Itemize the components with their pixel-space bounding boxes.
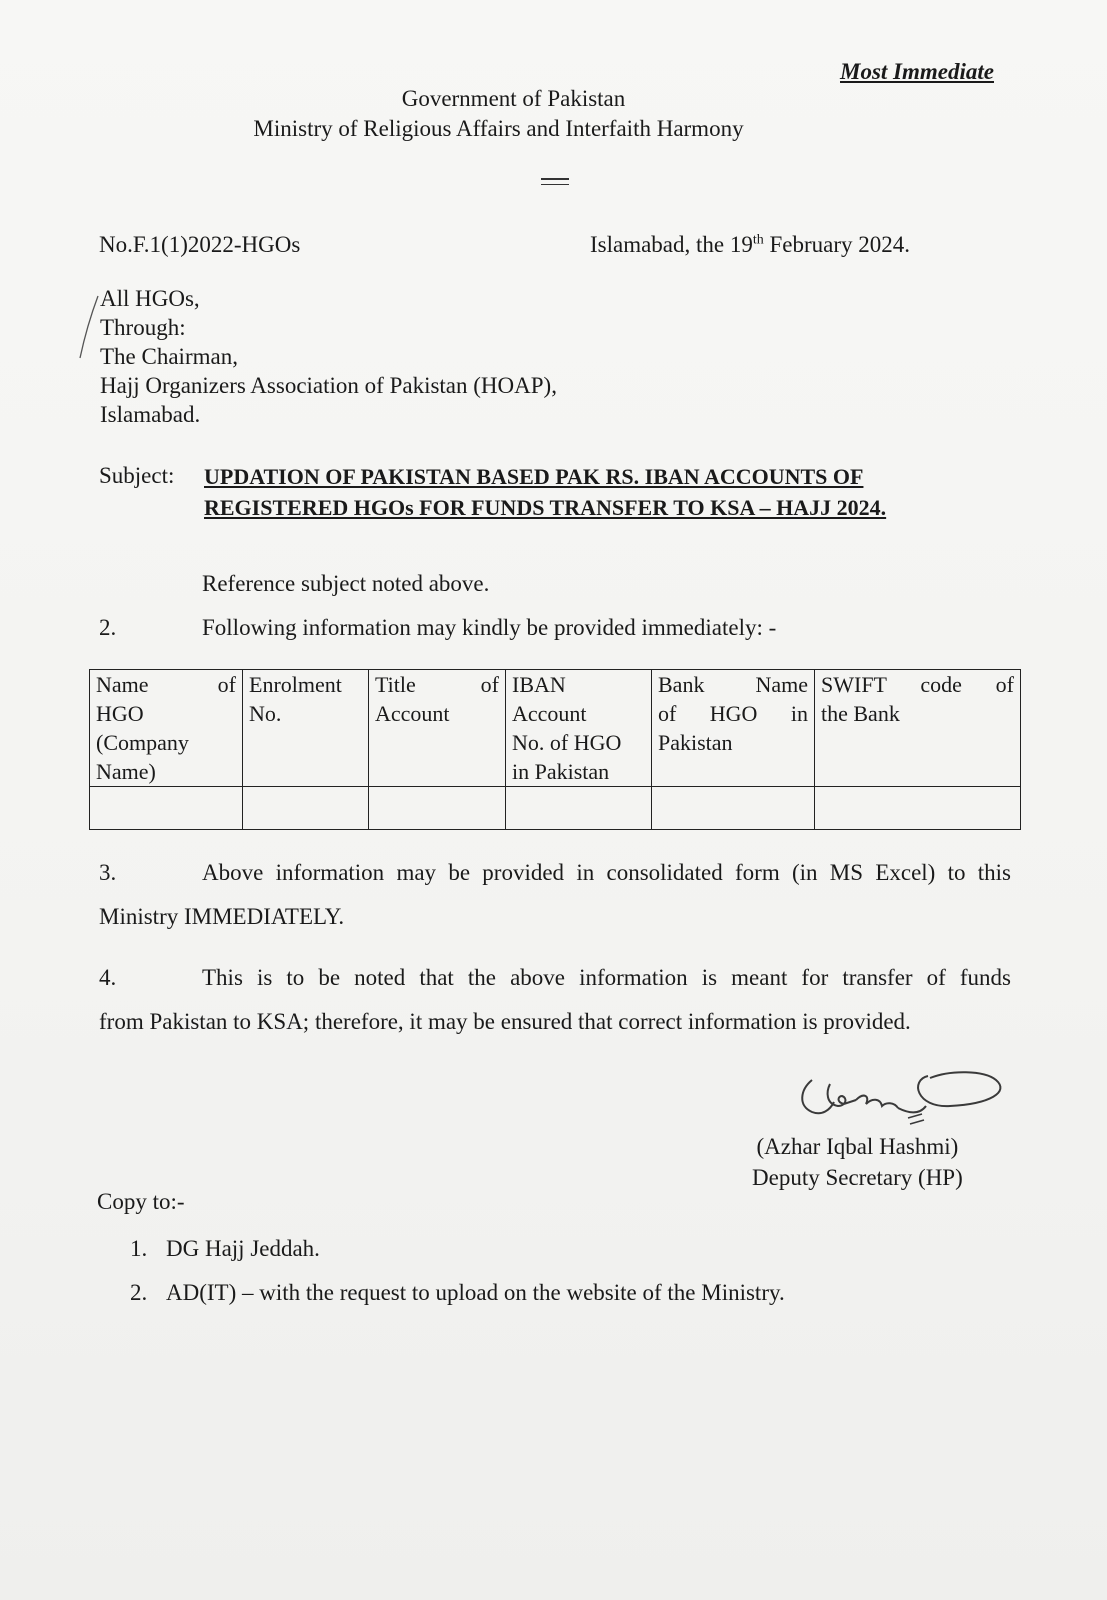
address-line: Islamabad. [100,402,201,427]
paragraph-number: 4. [99,965,117,990]
table-cell [815,787,1021,830]
government-name: Government of Pakistan [401,86,626,111]
copy-to-label: Copy to:- [97,1189,185,1214]
list-item: 2. AD(IT) – with the request to upload on the website of the Ministry. [130,1280,785,1305]
address-line: The Chairman, [100,344,238,369]
addressee-block [100,284,557,429]
column-header-enrolment: Enrolment No. [243,670,369,787]
table-cell [369,787,506,830]
copy-to-list [130,1227,785,1315]
column-header-bank: Bank Name of HGO in Pakistan [652,670,815,787]
letter-header [0,84,1107,144]
paragraph-number: 3. [99,860,117,885]
table-cell [506,787,652,830]
subject-label: Subject: [99,463,175,488]
address-line: Through: [100,315,186,340]
address-line: Hajj Organizers Association of Pakistan (HOAP), [100,373,557,398]
address-line: All HGOs, [100,286,200,311]
paragraph-3: 3. Above information may be provided in consolidated form (in MS Excel) to this Ministry IMMEDIATELY. [99,851,1011,939]
signatory-designation: Deputy Secretary (HP) [752,1165,963,1190]
subject-text: UPDATION OF PAKISTAN BASED PAK RS. IBAN ACCOUNTS OF REGISTERED HGOs FOR FUNDS TRANSFER TO KSA – HAJJ 2024. [204,464,887,520]
file-number: No.F.1(1)2022-HGOs [99,232,301,257]
paragraph-4: 4. This is to be noted that the above information is meant for transfer of funds from Pakistan to KSA; therefore, it may be ensured that correct information is provided. [99,956,1011,1044]
ministry-name: Ministry of Religious Affairs and Interfaith Harmony [253,116,744,141]
column-header-iban: IBAN Account No. of HGO in Pakistan [506,670,652,787]
column-header-title: Title of Account [369,670,506,787]
list-item: 1. DG Hajj Jeddah. [130,1236,320,1261]
paragraph-1: Reference subject noted above. [202,571,490,596]
column-header-name: Name of HGO (Company Name) [90,670,243,787]
table-cell [652,787,815,830]
table-header-row [90,670,1021,787]
signatory-block [752,1131,963,1193]
information-table [89,669,1021,830]
paragraph-2: 2. Following information may kindly be provided immediately: - [99,615,777,640]
paragraph-number: 2. [99,615,117,640]
column-header-swift: SWIFT code of the Bank [815,670,1021,787]
table-row [90,787,1021,830]
signatory-name: (Azhar Iqbal Hashmi) [756,1134,959,1159]
header-separator [541,178,569,189]
priority-label: Most Immediate [840,59,994,84]
signature [800,1062,1030,1142]
table-cell [90,787,243,830]
table-cell [243,787,369,830]
letter-date: Islamabad, the 19th February 2024. [590,232,911,257]
